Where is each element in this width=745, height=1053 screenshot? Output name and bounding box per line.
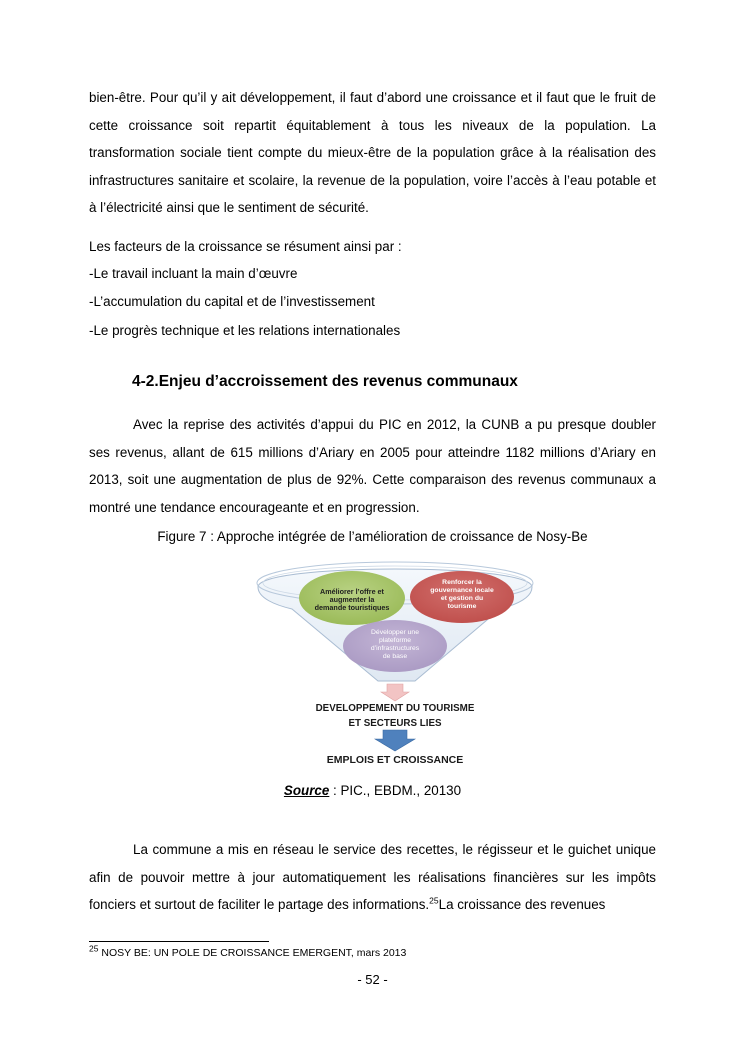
result-jobs-growth: EMPLOIS ET CROISSANCE xyxy=(326,754,464,766)
page-number: - 52 - xyxy=(357,972,388,987)
red-circle-line: gouvernance locale xyxy=(430,587,494,594)
green-circle-line: Améliorer l’offre et xyxy=(320,587,384,596)
footnote xyxy=(89,943,407,959)
factor-item: -Le travail incluant la main d’œuvre xyxy=(89,266,298,281)
source-label: Source xyxy=(283,783,330,798)
purple-circle-line: Développer une xyxy=(371,629,419,636)
paragraph-wellbeing: bien-être. Pour qu’il y ait développement, il faut d’abord une croissance et il faut que le fruit de cette croissance soit repartit équitablement à tous les niveaux de la population. La transformation sociale tient compte du mieux-être de la population grâce à la réalisation des infrastructures sanitaire et scolaire, la revenue de la population, voire l’accès à l’eau potable et à l’électricité ainsi que le sentiment de sécurité. xyxy=(89,90,656,215)
integrated-approach-figure xyxy=(250,553,540,768)
factor-item: -L’accumulation du capital et de l’investissement xyxy=(89,294,375,309)
arrow-down-icon xyxy=(375,730,415,751)
figure-caption: Figure 7 : Approche intégrée de l’amélioration de croissance de Nosy-Be xyxy=(157,529,588,544)
purple-circle-line: d’infrastructures xyxy=(370,645,420,652)
purple-circle-line: plateforme xyxy=(378,637,412,644)
green-circle-line: demande touristiques xyxy=(314,603,390,612)
figure-source xyxy=(0,783,745,798)
paragraph-network-tail: La croissance des revenues xyxy=(438,897,606,912)
green-circle-line: augmenter la xyxy=(329,595,375,604)
footnote-reference[interactable]: 25 xyxy=(429,895,439,906)
footnote-text: NOSY BE: UN POLE DE CROISSANCE EMERGENT, mars 2013 xyxy=(98,947,407,959)
factor-item: -Le progrès technique et les relations internationales xyxy=(89,323,401,338)
footnote-number: 25 xyxy=(89,943,99,954)
arrow-down-icon xyxy=(381,684,409,701)
factors-intro: Les facteurs de la croissance se résument ainsi par : xyxy=(89,239,402,254)
paragraph-network-text: La commune a mis en réseau le service des recettes, le régisseur et le guichet unique afin de pouvoir mettre à jour automatiquement les réalisations financières sur les impôts fonciers et surtout de faciliter le partage des informations. xyxy=(89,842,656,912)
red-circle-line: et gestion du xyxy=(440,595,484,602)
red-circle-line: Renforcer la xyxy=(442,579,482,586)
section-heading: 4-2.Enjeu d’accroissement des revenus communaux xyxy=(132,373,518,390)
source-text: : PIC., EBDM., 20130 xyxy=(329,783,462,798)
result-tourism-line2: ET SECTEURS LIES xyxy=(348,718,442,729)
paragraph-revenues: Avec la reprise des activités d’appui du PIC en 2012, la CUNB a pu presque doubler ses revenus, allant de 615 millions d’Ariary en 2005 pour atteindre 1182 millions d’Ariary en 2013, soit une augmentation de plus de 92%. Cette comparaison des revenus communaux a montré une tendance encourageante et en progression. xyxy=(89,417,656,515)
result-tourism-line1: DEVELOPPEMENT DU TOURISME xyxy=(315,703,475,714)
footnote-separator xyxy=(89,941,269,942)
purple-circle-line: de base xyxy=(382,653,408,660)
paragraph-network xyxy=(89,836,656,919)
red-circle-line: tourisme xyxy=(447,603,477,610)
